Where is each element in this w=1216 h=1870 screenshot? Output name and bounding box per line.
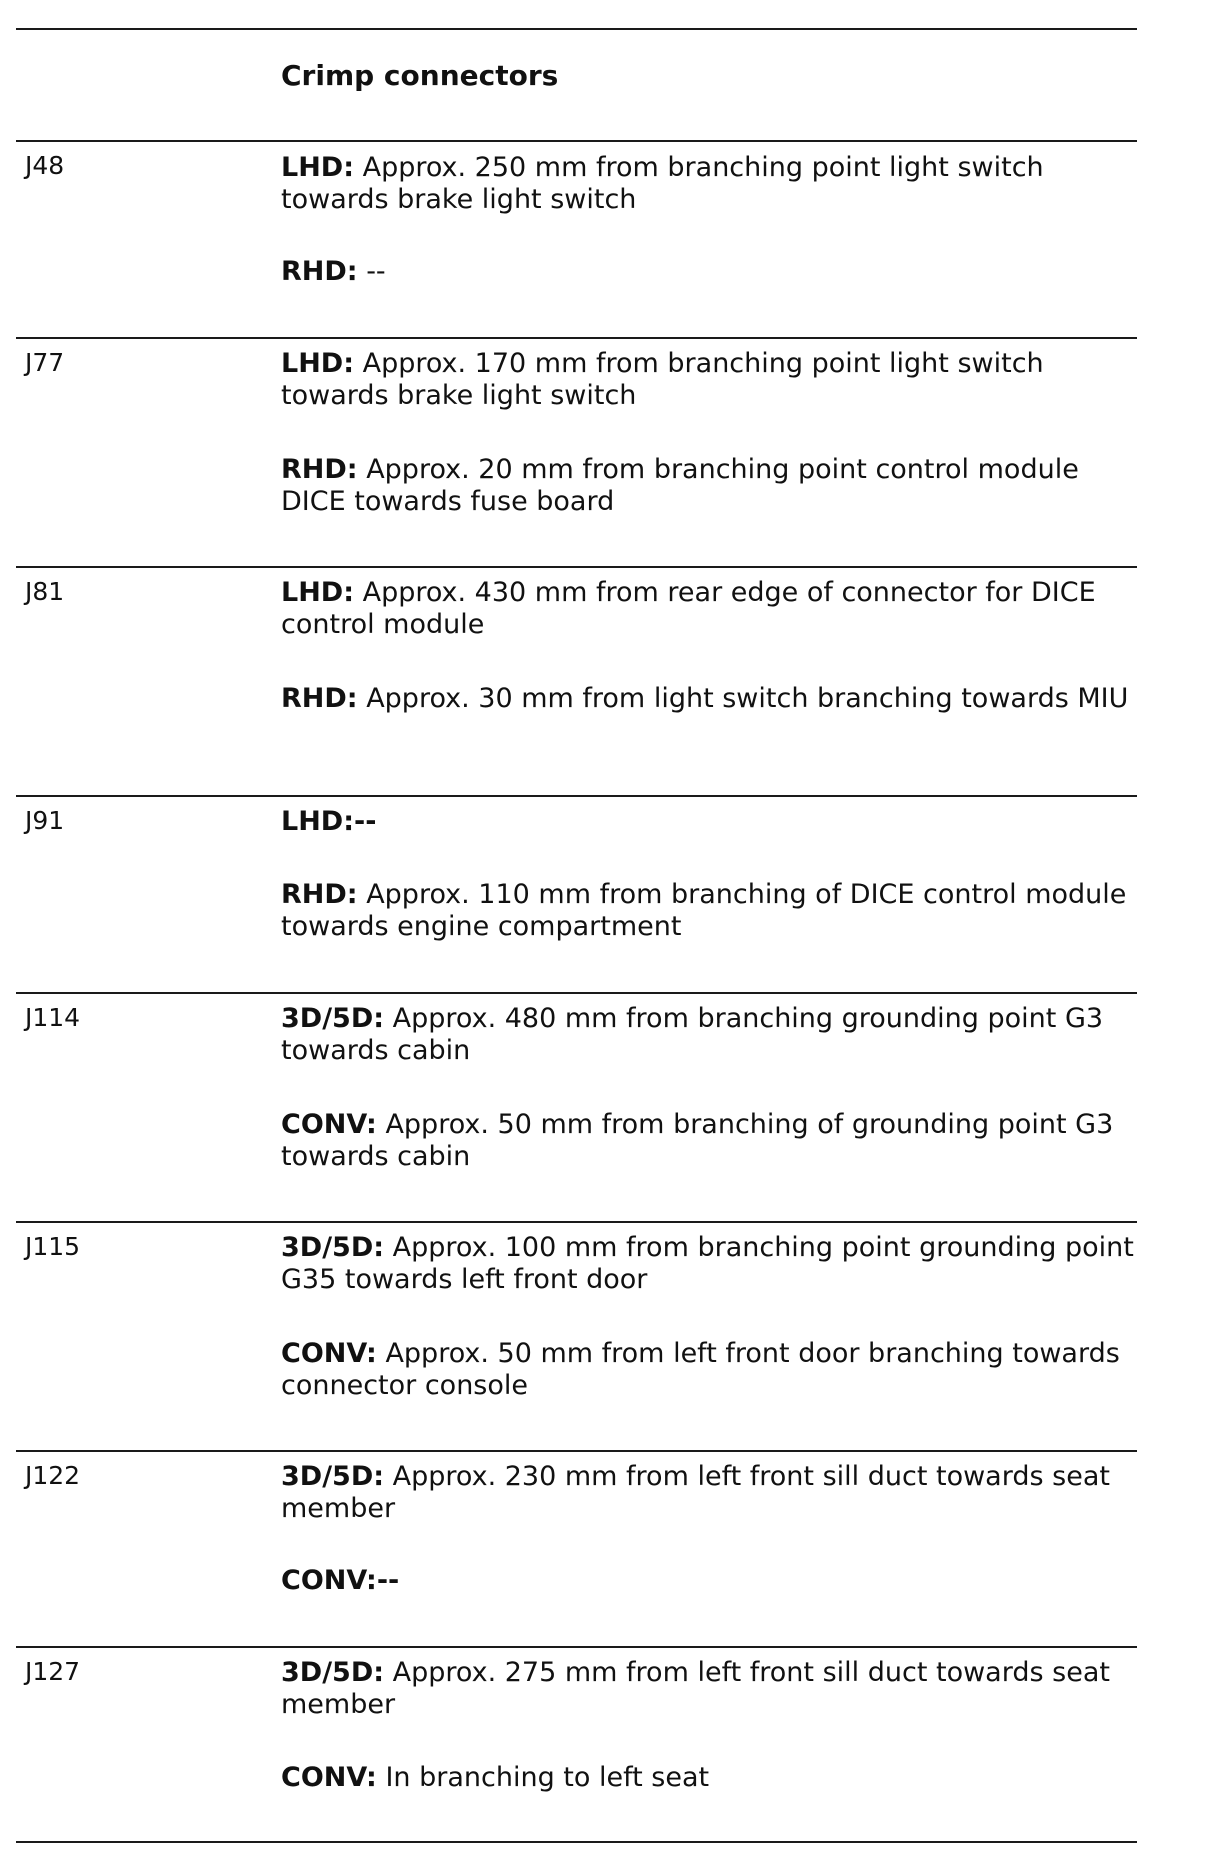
connector-id: J114 [25,1003,81,1032]
row-divider [16,566,1137,568]
table-top-rule [16,28,1137,30]
connector-location-entry [281,1461,1141,1525]
location-text: Approx. 250 mm from branching point light switch towards brake light switch [281,152,1044,215]
variant-label: 3D/5D: [281,1232,385,1263]
connector-location-entry [281,806,1141,838]
location-text: Approx. 50 mm from branching of grounding point G3 towards cabin [281,1109,1114,1172]
variant-label: RHD: [281,879,358,910]
location-text: Approx. 110 mm from branching of DICE control module towards engine compartment [281,879,1127,942]
connector-id: J127 [25,1657,81,1686]
row-divider [16,1450,1137,1452]
location-text: Approx. 170 mm from branching point light switch towards brake light switch [281,348,1044,411]
connector-location-entry [281,1338,1141,1402]
location-text: -- [357,256,386,287]
connector-id: J91 [25,806,65,835]
variant-label: RHD: [281,256,358,287]
row-divider [16,140,1137,142]
location-text: Approx. 100 mm from branching point grounding point G35 towards left front door [281,1232,1134,1295]
variant-label: RHD: [281,454,358,485]
location-text: Approx. 50 mm from left front door branching towards connector console [281,1338,1120,1401]
connector-id: J122 [25,1461,81,1490]
variant-label: 3D/5D: [281,1003,385,1034]
variant-label: CONV: [281,1338,377,1369]
row-divider [16,992,1137,994]
row-divider [16,337,1137,339]
table-bottom-rule [16,1841,1137,1843]
location-text: Approx. 275 mm from left front sill duct towards seat member [281,1657,1110,1720]
connector-id: J81 [25,577,65,606]
variant-label: LHD: [281,348,355,379]
connector-location-entry [281,1109,1141,1173]
location-text: Approx. 230 mm from left front sill duct towards seat member [281,1461,1110,1524]
connector-location-entry [281,1565,1141,1597]
location-text: Approx. 30 mm from light switch branching towards MIU [357,683,1129,714]
row-divider [16,795,1137,797]
connector-location-entry [281,348,1141,412]
variant-label: RHD: [281,683,358,714]
variant-label: 3D/5D: [281,1461,385,1492]
connector-id: J48 [25,151,65,180]
connector-location-entry [281,577,1141,641]
row-divider [16,1221,1137,1223]
variant-label: LHD: [281,152,355,183]
location-text: Approx. 20 mm from branching point control module DICE towards fuse board [281,454,1079,517]
row-divider [16,1646,1137,1648]
connector-location-entry [281,256,1141,288]
connector-location-entry [281,1003,1141,1067]
variant-label: LHD:-- [281,806,377,837]
connector-id: J115 [25,1232,81,1261]
connector-location-entry [281,1232,1141,1296]
connector-location-entry [281,454,1141,518]
variant-label: 3D/5D: [281,1657,385,1688]
connector-id: J77 [25,348,65,377]
location-text: Approx. 430 mm from rear edge of connector for DICE control module [281,577,1096,640]
location-text: Approx. 480 mm from branching grounding point G3 towards cabin [281,1003,1104,1066]
variant-label: CONV: [281,1762,377,1793]
table-header-title: Crimp connectors [281,59,559,92]
connector-location-entry [281,152,1141,216]
connector-location-entry [281,683,1141,715]
variant-label: CONV: [281,1109,377,1140]
variant-label: CONV:-- [281,1565,400,1596]
variant-label: LHD: [281,577,355,608]
location-text: In branching to left seat [376,1762,710,1793]
connector-location-entry [281,1762,1141,1794]
connector-location-entry [281,879,1141,943]
connector-location-entry [281,1657,1141,1721]
